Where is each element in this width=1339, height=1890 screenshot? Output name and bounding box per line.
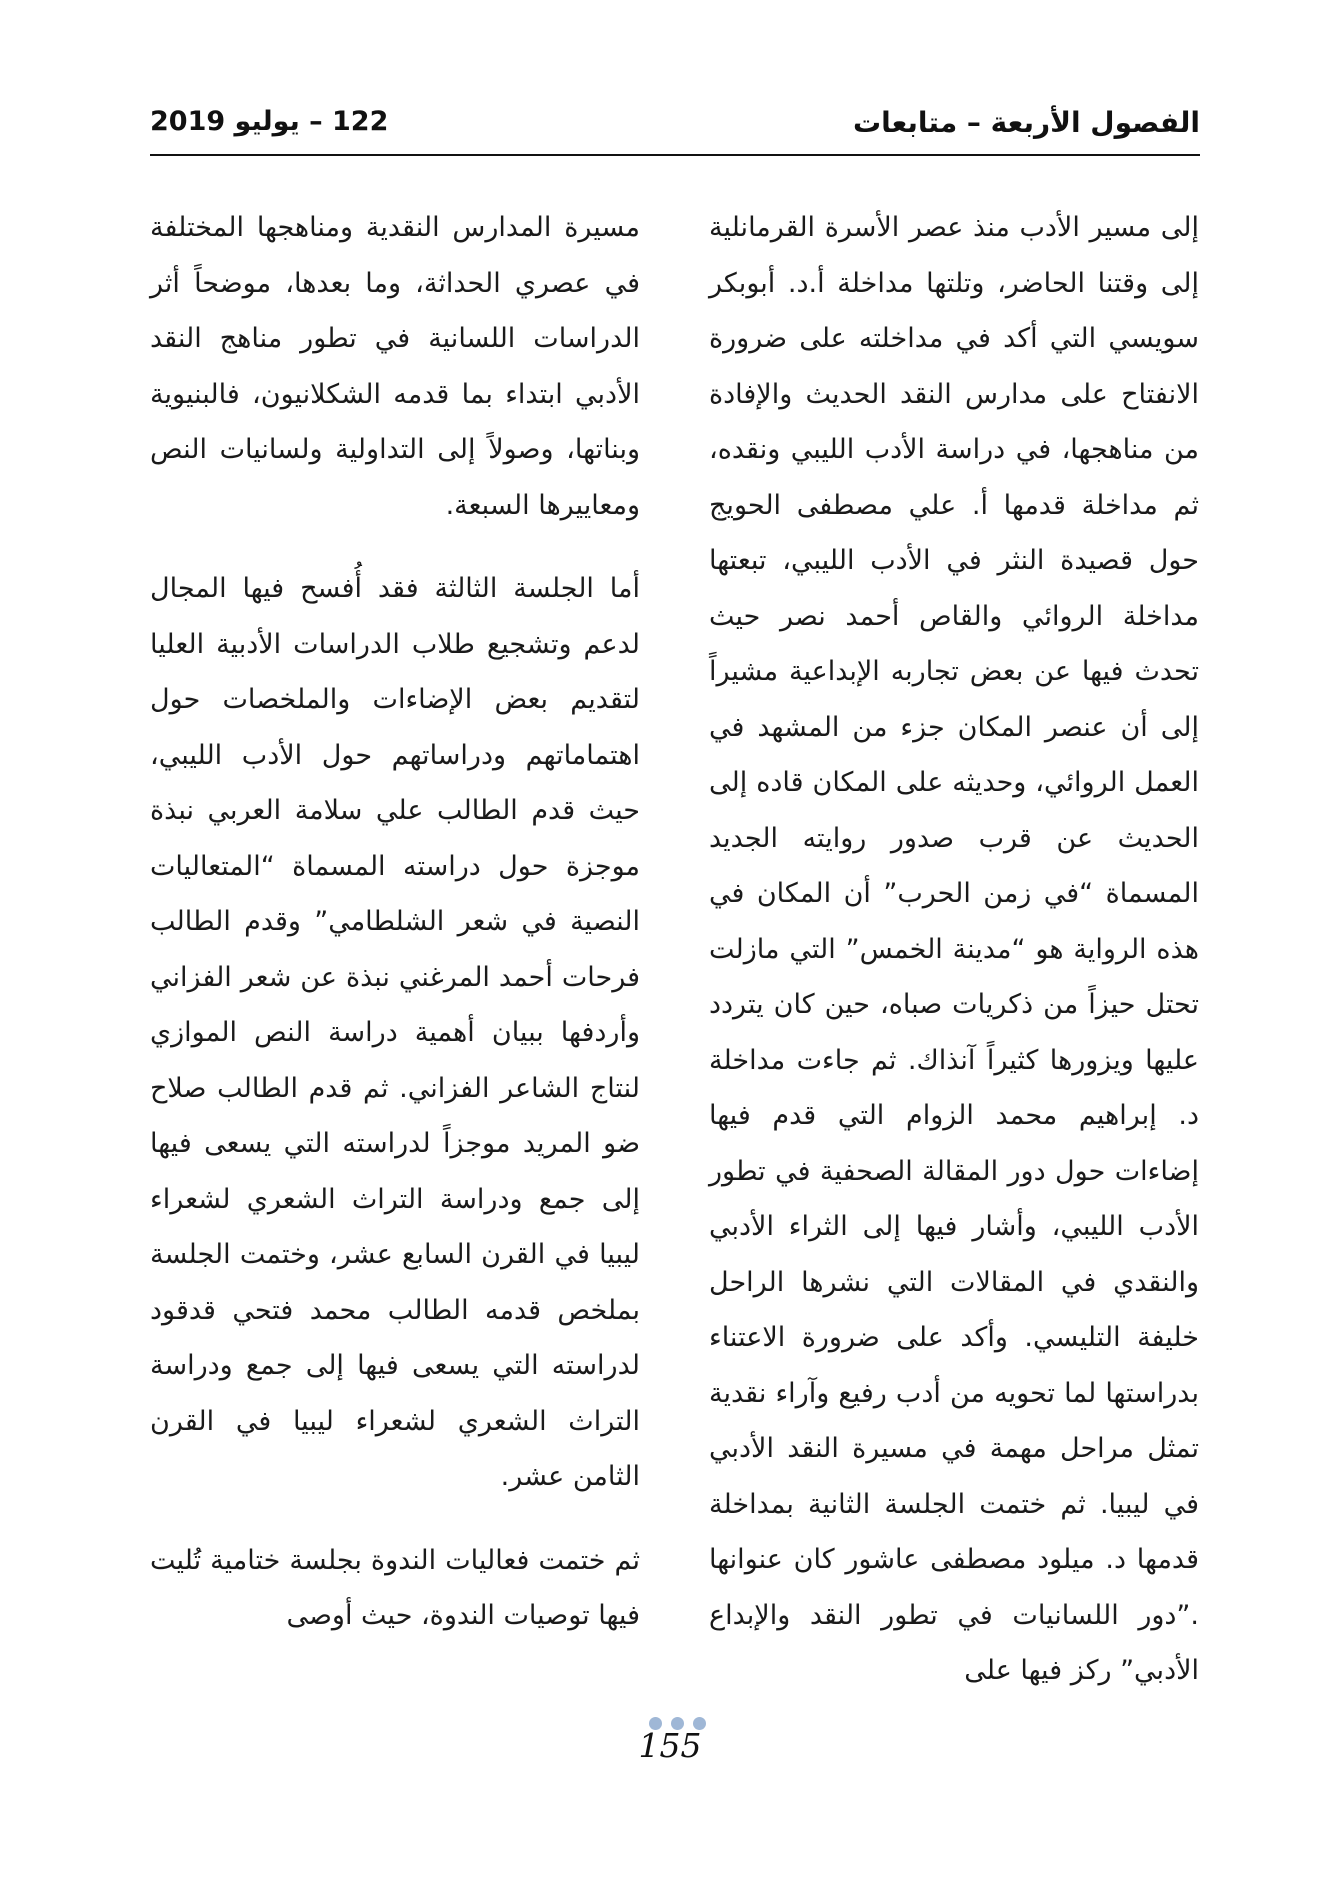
page-number: 155 — [638, 1726, 702, 1765]
journal-section-title: الفصول الأربعة – متابعات — [852, 106, 1200, 139]
running-header — [150, 100, 1200, 156]
paragraph: أما الجلسة الثالثة فقد أُفسح فيها المجال لدعم وتشجيع طلاب الدراسات الأدبية العليا لتقديم بعض الإضاءات والملخصات حول اهتماماتهم ودراساتهم حول الأدب الليبي، حيث قدم الطالب علي سلامة العربي نبذة موجزة حول دراسته المسماة “المتعاليات النصية في شعر الشلطامي” وقدم الطالب فرحات أحمد المرغني نبذة عن شعر الفزاني وأردفها ببيان أهمية دراسة النص الموازي لنتاج الشاعر الفزاني. ثم قدم الطالب صلاح ضو المريد موجزاً لدراسته التي يسعى فيها إلى جمع ودراسة التراث الشعري لشعراء ليبيا في القرن السابع عشر، وختمت الجلسة بملخص قدمه الطالب محمد فتحي قدقود لدراسته التي يسعى فيها إلى جمع ودراسة التراث الشعري لشعراء ليبيا في القرن الثامن عشر. — [150, 573, 640, 1492]
paragraph: إلى مسير الأدب منذ عصر الأسرة القرمانلية إلى وقتنا الحاضر، وتلتها مداخلة أ.د. أبوبكر سويسي التي أكد في مداخلته على ضرورة الانفتاح على مدارس النقد الحديث والإفادة من مناهجها، في دراسة الأدب الليبي ونقده، ثم مداخلة قدمها أ. علي مصطفى الحويج حول قصيدة النثر في الأدب الليبي، تبعتها مداخلة الروائي والقاص أحمد نصر حيث تحدث فيها عن بعض تجاربه الإبداعية مشيراً إلى أن عنصر المكان جزء من المشهد في العمل الروائي، وحديثه على المكان قاده إلى الحديث عن قرب صدور روايته الجديد المسماة “في زمن الحرب” أن المكان في هذه الرواية هو “مدينة الخمس” التي مازلت تحتل حيزاً من ذكريات صباه، حين كان يتردد عليها ويزورها كثيراً آنذاك. ثم جاءت مداخلة د. إبراهيم محمد الزوام التي قدم فيها إضاءات حول دور المقالة الصحفية في تطور الأدب الليبي، وأشار فيها إلى الثراء الأدبي والنقدي في المقالات التي نشرها الراحل خليفة التليسي. وأكد على ضرورة الاعتناء بدراستها لما تحويه من أدب رفيع وآراء نقدية تمثل مراحل مهمة في مسيرة النقد الأدبي في ليبيا. ثم ختمت الجلسة الثانية بمداخلة قدمها د. ميلود مصطفى عاشور كان عنوانها .”دور اللسانيات في تطور النقد والإبداع الأدبي” ركز فيها على — [709, 212, 1199, 1686]
paragraph: ثم ختمت فعاليات الندوة بجلسة ختامية تُليت فيها توصيات الندوة، حيث أوصى — [150, 1544, 640, 1631]
paragraph: مسيرة المدارس النقدية ومناهجها المختلفة في عصري الحداثة، وما بعدها، موضحاً أثر الدراسات اللسانية في تطور مناهج النقد الأدبي ابتداء بما قدمه الشكلانيون، فالبنيوية وبناتها، وصولاً إلى التداولية ولسانيات النص ومعاييرها السبعة. — [150, 212, 640, 521]
issue-date: 122 – يوليو 2019 — [150, 106, 389, 137]
right-column — [709, 200, 1199, 1699]
left-column — [150, 200, 640, 1644]
